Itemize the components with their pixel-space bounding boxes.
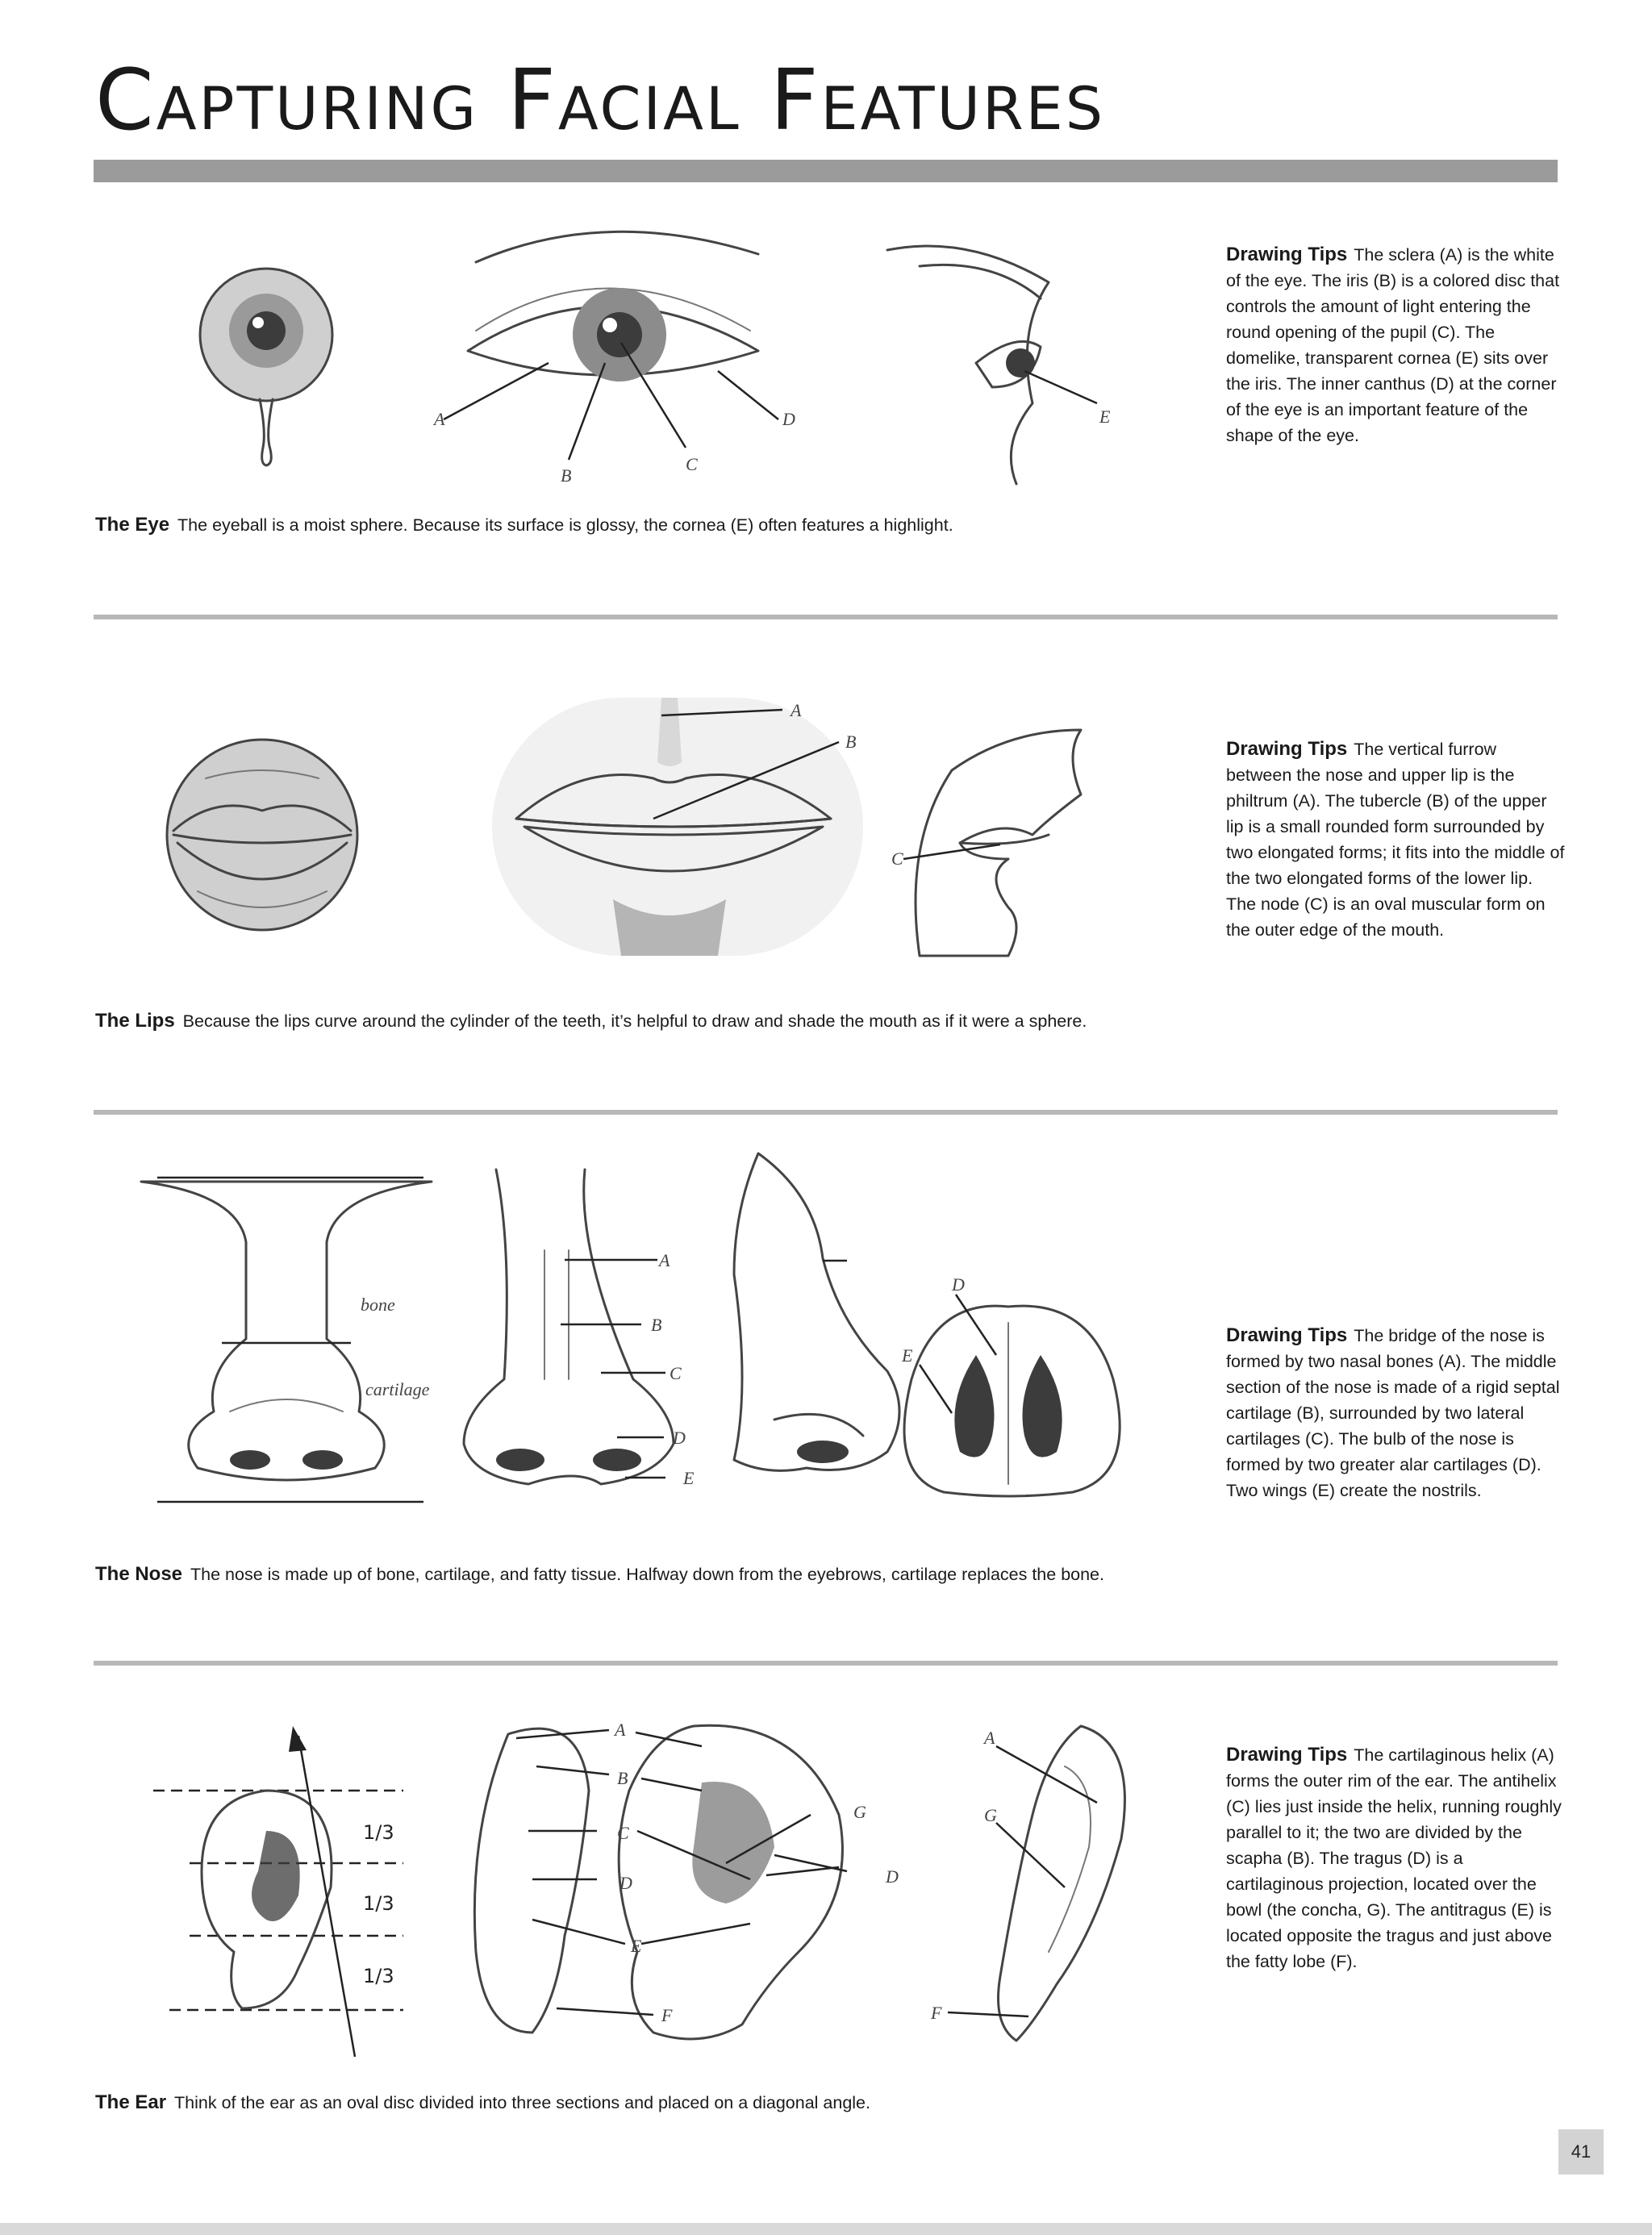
section-divider [94, 615, 1558, 619]
ear-label-c: C [617, 1823, 629, 1843]
ear-fraction-top: 1/3 [363, 1821, 394, 1844]
ear-label-g: G [853, 1802, 866, 1822]
ear-label-f: F [661, 2005, 673, 2025]
section-divider [94, 1110, 1558, 1115]
ear-tips-text: The cartilaginous helix (A) forms the outer rim of the ear. The antihelix (C) lies just inside the helix, running roughly parallel to it; the two are divided by the scapha (B). The tragus (D) is a cartilaginous projection, located over the bowl (the concha, G). The antitragus (E) is located opposite the tragus and just above the fatty lobe (F). [1226, 1745, 1562, 1971]
ear-back-label-g: G [984, 1805, 997, 1825]
ear-front-labeled-drawing [460, 1710, 899, 2049]
ear-proportion-diagram [145, 1726, 419, 2065]
nose-tips-text: The bridge of the nose is formed by two nasal bones (A). The middle section of the nose is made of a rigid septal cartilage (B), surrounded by two lateral cartilages (C). The bulb of the nose is formed by two greater alar cartilages (D). Two wings (E) create the nostrils. [1226, 1326, 1560, 1500]
nose-label-c: C [670, 1363, 682, 1383]
nose-caption [95, 1562, 1547, 1587]
ear-caption-heading: The Ear [95, 2091, 167, 2113]
title-bar [94, 160, 1558, 182]
eye-label-d: D [782, 409, 795, 429]
nose-drawing-tips [1226, 1323, 1565, 1503]
lips-label-b: B [845, 732, 857, 752]
ear-back-label-f: F [931, 2003, 942, 2023]
nose-caption-text: The nose is made up of bone, cartilage, and fatty tissue. Halfway down from the eyebrows, cartilage replaces the bone. [190, 1565, 1104, 1584]
nose-tips-heading: Drawing Tips [1226, 1324, 1348, 1346]
eye-tips-heading: Drawing Tips [1226, 244, 1348, 265]
eye-tips-text: The sclera (A) is the white of the eye. The iris (B) is a colored disc that controls the amount of light entering the round opening of the pupil (C). The domelike, transparent cornea (E) sits over the iris. The inner canthus (D) at the corner of the eye is an important feature of the shape of the eye. [1226, 245, 1560, 445]
page-number: 41 [1558, 2129, 1604, 2175]
lips-label-c: C [891, 849, 903, 869]
ear-caption [95, 2091, 1547, 2115]
eye-label-c: C [686, 454, 698, 474]
ear-label-e: E [631, 1936, 642, 1956]
nose-caption-heading: The Nose [95, 1563, 183, 1585]
lips-caption-heading: The Lips [95, 1010, 175, 1032]
ear-label-d: D [620, 1873, 632, 1893]
ear-fraction-bottom: 1/3 [363, 1965, 394, 1987]
lips-front-drawing [452, 673, 903, 980]
ear-back-drawing [920, 1718, 1162, 2057]
lips-tips-text: The vertical furrow between the nose and upper lip is the philtrum (A). The tubercle (B) of the upper lip is a small rounded form surrounded by two elongated forms; it fits into the middle of the two elongated forms of the lower lip. The node (C) is an oval muscular form on the outer edge of the mouth. [1226, 740, 1565, 940]
eye-front-drawing [186, 238, 347, 472]
ear-label-d-right: D [886, 1866, 899, 1887]
lips-sphere-drawing [157, 730, 367, 940]
footer-bar [0, 2223, 1652, 2235]
nose-label-d: D [673, 1428, 686, 1448]
eye-caption-heading: The Eye [95, 514, 170, 536]
nose-label-e2: E [902, 1345, 913, 1366]
ear-label-b: B [617, 1768, 628, 1788]
lips-caption [95, 1009, 1547, 1033]
eye-profile-drawing [871, 234, 1129, 492]
nose-label-b: B [651, 1315, 662, 1335]
lips-profile-drawing [887, 722, 1097, 964]
section-divider [94, 1661, 1558, 1666]
page-title: Capturing Facial Features [95, 51, 1106, 149]
lips-caption-text: Because the lips curve around the cylinder of the teeth, it’s helpful to draw and shade the mouth as if it were a sphere. [182, 1011, 1087, 1031]
nose-bone-cartilage-diagram [125, 1170, 448, 1508]
ear-drawing-tips [1226, 1742, 1565, 1974]
ear-fraction-middle: 1/3 [363, 1892, 394, 1915]
nose-annotation-cartilage: cartilage [365, 1379, 430, 1399]
ear-label-a: A [615, 1720, 626, 1740]
nose-label-e: E [683, 1468, 695, 1488]
eye-caption [95, 513, 1547, 537]
eye-caption-text: The eyeball is a moist sphere. Because its surface is glossy, the cornea (E) often features a highlight. [177, 515, 953, 535]
eye-label-a: A [434, 409, 445, 429]
lips-tips-heading: Drawing Tips [1226, 738, 1348, 760]
nose-label-a: A [659, 1250, 670, 1270]
lips-drawing-tips [1226, 736, 1565, 943]
ear-tips-heading: Drawing Tips [1226, 1744, 1348, 1766]
eye-drawing-tips [1226, 242, 1565, 448]
lips-label-a: A [791, 700, 802, 720]
nose-bottom-drawing [887, 1274, 1137, 1516]
ear-caption-text: Think of the ear as an oval disc divided into three sections and placed on a diagonal angle. [174, 2093, 870, 2112]
eye-label-e: E [1099, 407, 1111, 427]
nose-annotation-bone: bone [361, 1295, 395, 1315]
eye-label-b: B [561, 465, 572, 486]
ear-back-label-a: A [984, 1728, 995, 1748]
nose-label-d2: D [952, 1274, 965, 1295]
eye-frontal-labeled-drawing [419, 190, 839, 486]
